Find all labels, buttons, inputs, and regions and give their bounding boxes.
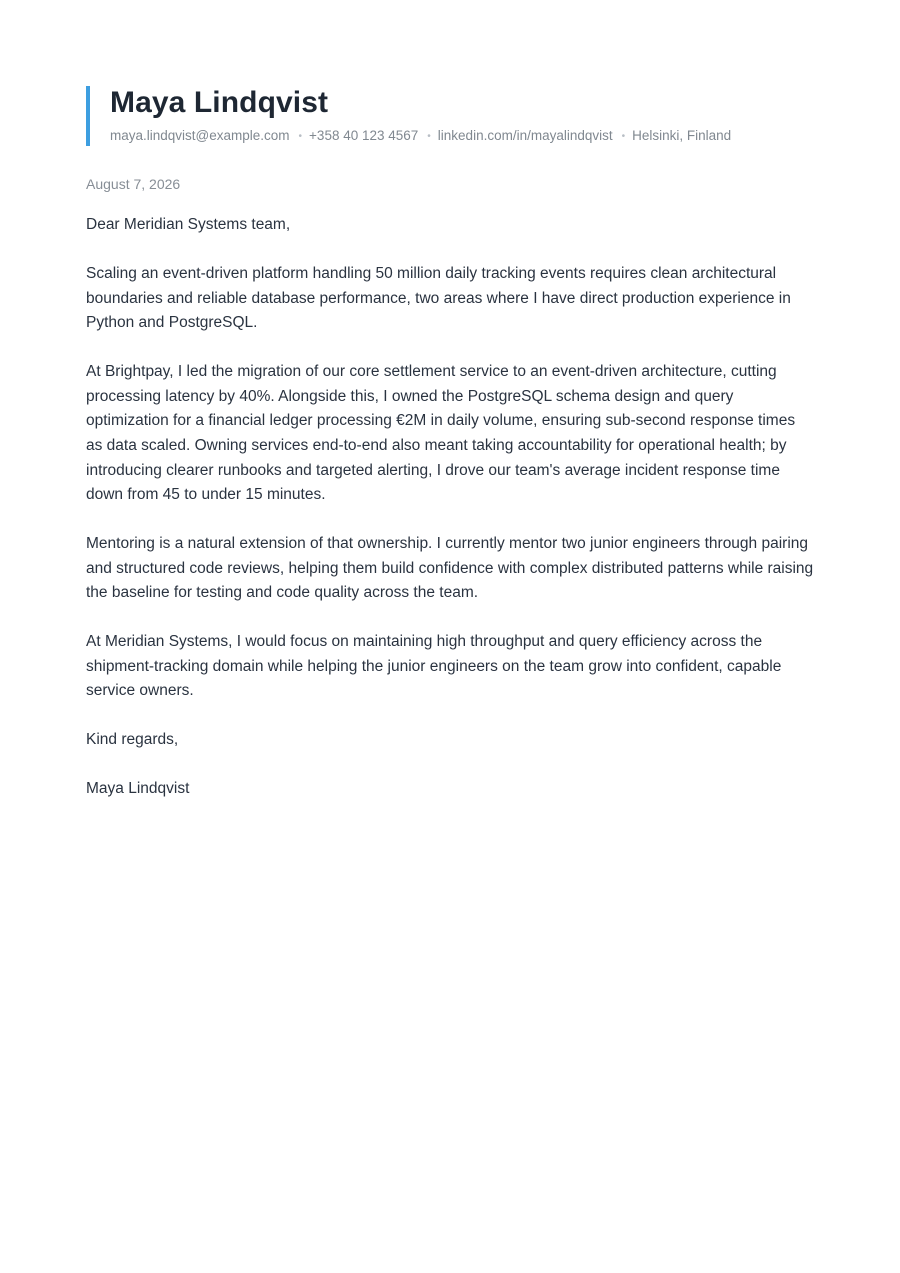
contact-line bbox=[110, 127, 814, 147]
separator-dot-icon: • bbox=[621, 131, 626, 142]
body-paragraph: Mentoring is a natural extension of that ownership. I currently mentor two junior engineers through pairing and structured code reviews, helping them build confidence with complex distributed patterns while raising the baseline for testing and code quality across the team. bbox=[86, 535, 814, 602]
letter-body bbox=[86, 213, 814, 802]
closing: Kind regards, bbox=[86, 731, 179, 749]
contact-location: Helsinki, Finland bbox=[632, 128, 732, 143]
body-paragraph: At Brightpay, I led the migration of our core settlement service to an event-driven architecture, cutting processing latency by 40%. Alongside this, I owned the PostgreSQL schema design and query optimization for a financial ledger processing €2M in daily volume, ensuring sub-second response times as data scaled. Owning services end-to-end also meant taking accountability for operational health; by introducing clearer runbooks and targeted alerting, I drove our team's average incident response time down from 45 to under 15 minutes. bbox=[86, 363, 796, 504]
body-paragraph: Scaling an event-driven platform handling 50 million daily tracking events requires clean architectural boundaries and reliable database performance, two areas where I have direct production experience in Python and PostgreSQL. bbox=[86, 264, 791, 332]
salutation: Dear Meridian Systems team, bbox=[86, 216, 291, 233]
signature: Maya Lindqvist bbox=[86, 780, 190, 798]
contact-email: maya.lindqvist@example.com bbox=[110, 128, 290, 143]
separator-dot-icon: • bbox=[427, 131, 431, 142]
body-paragraph: At Meridian Systems, I would focus on maintaining high throughput and query efficiency across the shipment-tracking domain while helping the junior engineers on the team grow into confident, capable service owners. bbox=[86, 633, 782, 700]
sender-name: Maya Lindqvist bbox=[110, 86, 329, 119]
letter-header bbox=[86, 86, 814, 146]
separator-dot-icon: • bbox=[298, 131, 303, 142]
contact-phone: +358 40 123 4567 bbox=[309, 128, 419, 143]
letter-date: August 7, 2026 bbox=[86, 176, 181, 192]
contact-linkedin: linkedin.com/in/mayalindqvist bbox=[437, 128, 613, 143]
